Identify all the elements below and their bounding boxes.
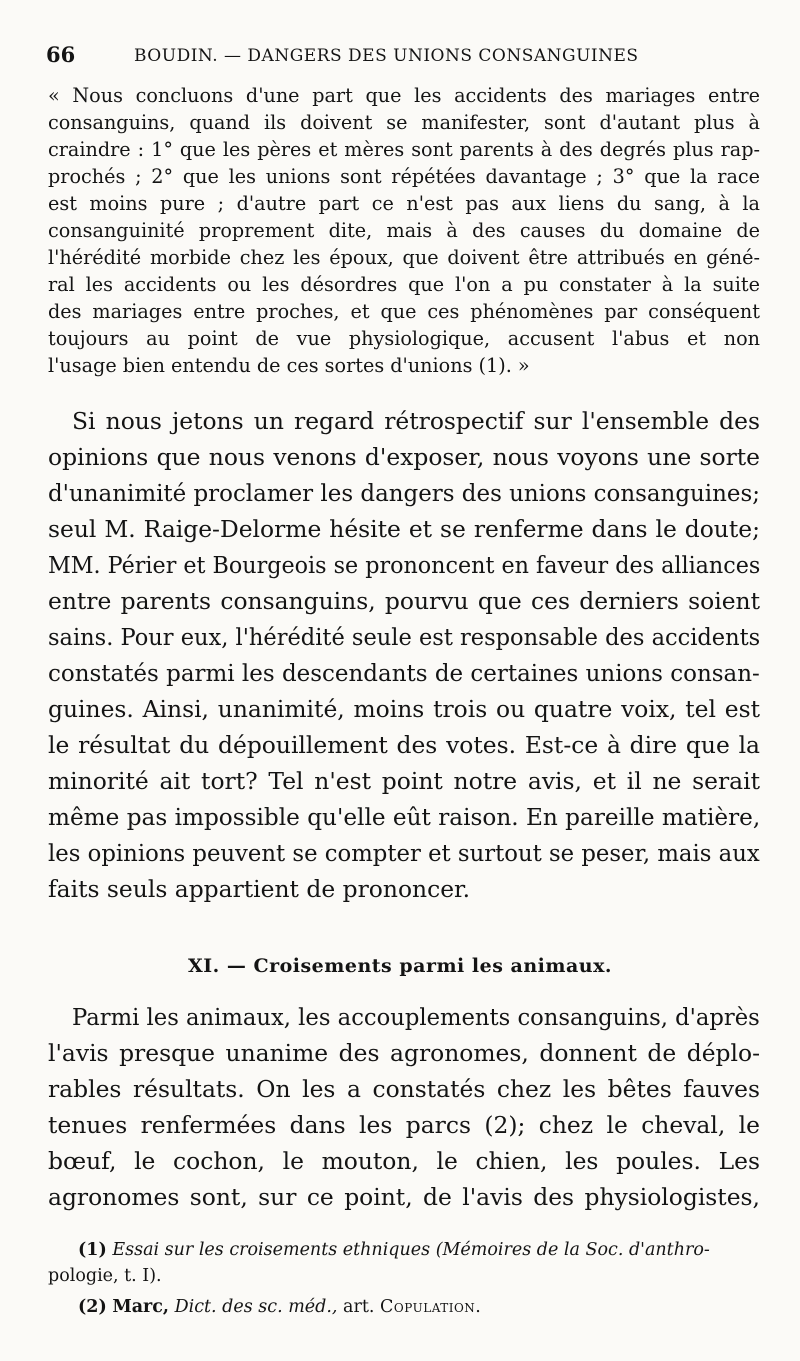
body-line: Si nous jetons un regard rétrospectif sur l'ensemble des <box>72 407 760 435</box>
body-line: minorité ait tort? Tel n'est point notre avis, et il ne serait <box>48 767 760 795</box>
body-line: le résultat du dépouillement des votes. Est-ce à dire que la <box>48 731 760 759</box>
footnote-1 <box>78 1240 760 1260</box>
body-line: sains. Pour eux, l'hérédité seule est responsable des accidents <box>48 623 761 651</box>
quote-line: ral les accidents ou les désordres que l'on a pu constater à la suite <box>48 273 760 296</box>
footnote-art: art. <box>343 1297 375 1317</box>
footnote-author: Marc, <box>112 1297 170 1317</box>
quote-line: « Nous concluons d'une part que les accidents des mariages entre <box>48 84 760 107</box>
footnote-marker: (2) <box>78 1297 107 1317</box>
quote-line: l'hérédité morbide chez les époux, que doivent être attribués en géné- <box>48 246 760 269</box>
footnote-entry: Copulation. <box>380 1297 482 1317</box>
quote-line: prochés ; 2° que les unions sont répétées davantage ; 3° que la race <box>48 165 760 188</box>
running-header <box>46 40 766 74</box>
footnote-2 <box>78 1297 760 1317</box>
quote-line: craindre : 1° que les pères et mères sont parents à des degrés plus rap- <box>48 138 760 161</box>
body-line: même pas impossible qu'elle eût raison. En pareille matière, <box>48 803 761 831</box>
body-line: entre parents consanguins, pourvu que ces derniers soient <box>48 587 760 615</box>
body-line: rables résultats. On les a constatés chez les bêtes fauves <box>48 1075 760 1103</box>
quote-line: consanguins, quand ils doivent se manifester, sont d'autant plus à <box>48 111 760 134</box>
body-line: opinions que nous venons d'exposer, nous voyons une sorte <box>48 443 760 471</box>
body-line: les opinions peuvent se compter et surtout se peser, mais aux <box>48 839 760 867</box>
footnote-1-continuation: pologie, t. I). <box>48 1266 162 1286</box>
body-line: d'unanimité proclamer les dangers des unions consanguines; <box>48 479 760 507</box>
footnote-marker: (1) <box>78 1240 107 1260</box>
body-line: tenues renfermées dans les parcs (2); chez le cheval, le <box>48 1111 760 1139</box>
quote-line: l'usage bien entendu de ces sortes d'unions (1). » <box>48 354 530 377</box>
body-line: Parmi les animaux, les accouplements consanguins, d'après <box>72 1003 760 1031</box>
page-number: 66 <box>46 42 76 67</box>
quote-line: des mariages entre proches, et que ces phénomènes par conséquent <box>48 300 760 323</box>
footnote-source: (Mémoires de la Soc. d'anthro- <box>435 1240 710 1260</box>
section-heading: XI. — Croisements parmi les animaux. <box>187 955 613 977</box>
body-line: faits seuls appartient de prononcer. <box>48 875 471 903</box>
quote-line: consanguinité proprement dite, mais à des causes du domaine de <box>48 219 760 242</box>
body-line: agronomes sont, sur ce point, de l'avis des physiologistes, <box>48 1183 760 1211</box>
body-line: l'avis presque unanime des agronomes, donnent de déplo- <box>48 1039 760 1067</box>
footnote-work: Dict. des sc. méd., <box>174 1297 338 1317</box>
body-line: constatés parmi les descendants de certaines unions consan- <box>48 659 760 687</box>
body-line: seul M. Raige-Delorme hésite et se renferme dans le doute; <box>48 515 760 543</box>
footnote-title: Essai sur les croisements ethniques <box>112 1240 431 1260</box>
body-line: guines. Ainsi, unanimité, moins trois ou quatre voix, tel est <box>48 695 760 723</box>
body-line: MM. Périer et Bourgeois se prononcent en faveur des alliances <box>48 551 761 579</box>
body-line: bœuf, le cochon, le mouton, le chien, les poules. Les <box>48 1147 760 1175</box>
quote-line: toujours au point de vue physiologique, accusent l'abus et non <box>48 327 760 350</box>
running-title: BOUDIN. — DANGERS DES UNIONS CONSANGUINES <box>134 46 639 66</box>
quote-line: est moins pure ; d'autre part ce n'est pas aux liens du sang, à la <box>48 192 760 215</box>
